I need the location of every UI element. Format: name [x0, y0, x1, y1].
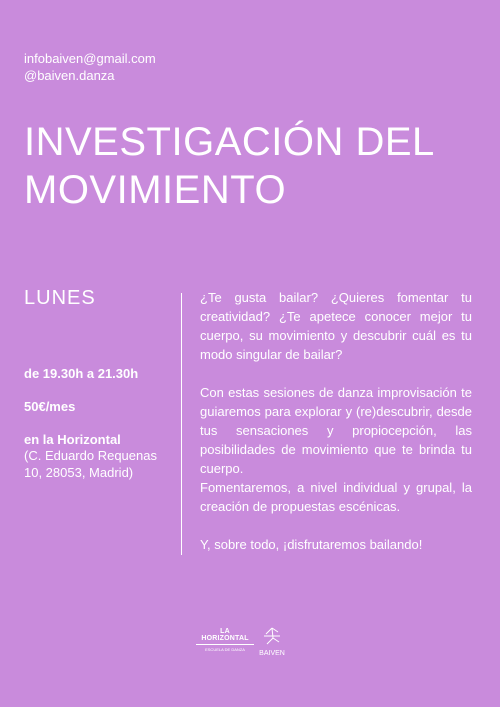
description-paragraph-4: Y, sobre todo, ¡disfrutaremos bailando!: [200, 537, 423, 552]
paragraph-spacer: [200, 364, 472, 383]
logo-rule: [196, 644, 254, 645]
paragraph-spacer: [200, 516, 472, 535]
place-name: en la Horizontal: [24, 432, 121, 447]
la-horizontal-logo: [196, 628, 254, 652]
schedule-column: [24, 287, 174, 481]
address-text: [24, 447, 174, 481]
page-title: [24, 118, 484, 214]
baiven-logo: [252, 622, 292, 662]
email-text: infobaiven@gmail.com: [24, 51, 156, 66]
title-line-2: MOVIMIENTO: [24, 168, 287, 212]
instagram-handle: @baiven.danza: [24, 68, 115, 83]
footer-logos: [0, 622, 500, 662]
description-column: [200, 288, 472, 554]
description-paragraph-3: Fomentaremos, a nivel individual y grupal, la creación de propuestas escénicas.: [200, 480, 472, 514]
description-paragraph-2: Con estas sesiones de danza improvisación te guiaremos para explorar y (re)descubrir, desde tus sensaciones y propiocepción, las posibilidades de movimiento que te brinda tu cuerpo.: [200, 385, 472, 476]
contact-block: [24, 50, 156, 84]
address-line-1: (C. Eduardo Requenas: [24, 448, 157, 463]
day-label: LUNES: [24, 287, 96, 309]
title-line-1: INVESTIGACIÓN DEL: [24, 120, 435, 164]
address-line-2: 10, 28053, Madrid): [24, 465, 134, 480]
description-paragraph-1: ¿Te gusta bailar? ¿Quieres fomentar tu creatividad? ¿Te apetece conocer mejor tu cuerpo, su movimiento y descubrir cuál es tu modo singular de bailar?: [200, 290, 472, 362]
time-text: de 19.30h a 21.30h: [24, 366, 139, 381]
vertical-divider: [181, 293, 182, 555]
baiven-logo-text: BAIVEN: [259, 650, 285, 657]
dancer-figure-icon: [264, 628, 280, 644]
la-horizontal-name: LA HORIZONTAL: [201, 628, 249, 642]
price-text: 50€/mes: [24, 399, 76, 414]
la-horizontal-subtitle: ESCUELA DE DANZA: [205, 647, 245, 652]
